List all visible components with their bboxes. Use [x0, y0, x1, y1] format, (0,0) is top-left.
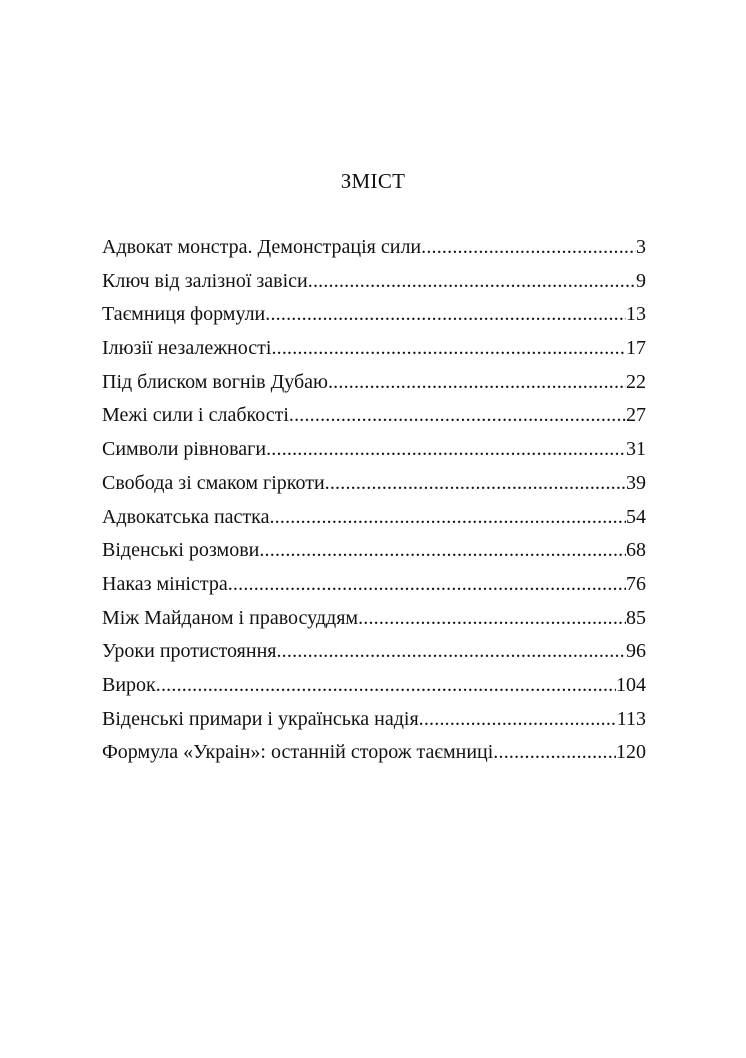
- toc-page-number: 85: [626, 606, 646, 629]
- toc-entry-title: Адвокатська пастка: [102, 505, 270, 528]
- toc-leader-dots: [358, 605, 626, 631]
- toc-leader-dots: [228, 571, 626, 597]
- toc-entry: [102, 301, 646, 335]
- table-of-contents: [102, 234, 646, 773]
- page-title: ЗМІСТ: [340, 169, 406, 193]
- toc-entry-title: Символи рівноваги: [102, 438, 267, 461]
- toc-entry-title: Віденські розмови: [102, 539, 260, 562]
- toc-leader-dots: [308, 268, 636, 294]
- toc-entry-title: Ключ від залізної завіси: [102, 269, 308, 292]
- toc-entry: [102, 470, 646, 504]
- toc-leader-dots: [259, 537, 626, 563]
- toc-page-number: 17: [626, 337, 646, 360]
- toc-entry: [102, 571, 646, 605]
- toc-entry: [102, 234, 646, 268]
- toc-entry: [102, 638, 646, 672]
- toc-leader-dots: [325, 470, 626, 496]
- toc-entry: [102, 739, 646, 773]
- toc-leader-dots: [266, 436, 626, 462]
- toc-page-number: 113: [616, 707, 646, 730]
- toc-leader-dots: [289, 402, 626, 428]
- toc-entry-title: Під блиском вогнів Дубаю: [102, 370, 328, 393]
- toc-page-number: 13: [626, 303, 646, 326]
- toc-entry-title: Таємниця формули: [102, 303, 266, 326]
- toc-entry: [102, 335, 646, 369]
- toc-page-number: 120: [616, 741, 646, 764]
- toc-entry-title: Формула «Украін»: останній сторож таємниці: [102, 741, 494, 764]
- toc-entry: [102, 436, 646, 470]
- toc-entry: [102, 605, 646, 639]
- toc-page-number: 96: [626, 640, 646, 663]
- toc-entry-title: Між Майданом і правосуддям: [102, 606, 359, 629]
- toc-entry-title: Вирок: [102, 673, 156, 696]
- toc-entry: [102, 706, 646, 740]
- toc-entry: [102, 537, 646, 571]
- toc-page-number: 31: [626, 438, 646, 461]
- toc-entry-title: Межі сили і слабкості: [102, 404, 289, 427]
- toc-leader-dots: [269, 504, 626, 530]
- toc-leader-dots: [421, 234, 636, 260]
- toc-page-number: 39: [626, 471, 646, 494]
- toc-page-number: 22: [626, 370, 646, 393]
- toc-page-number: 9: [636, 269, 646, 292]
- toc-entry: [102, 369, 646, 403]
- toc-page-number: 54: [626, 505, 646, 528]
- toc-entry-title: Уроки протистояння: [102, 640, 277, 663]
- toc-entry: [102, 402, 646, 436]
- toc-leader-dots: [276, 638, 626, 664]
- toc-page-number: 76: [626, 572, 646, 595]
- toc-entry: [102, 268, 646, 302]
- toc-entry-title: Наказ міністра: [102, 572, 228, 595]
- toc-entry: [102, 504, 646, 538]
- toc-entry-title: Адвокат монстра. Демонстрація сили: [102, 236, 422, 258]
- toc-leader-dots: [419, 706, 617, 732]
- toc-page-number: 27: [626, 404, 646, 427]
- toc-leader-dots: [271, 335, 626, 361]
- toc-entry-title: Свобода зі смаком гіркоти: [102, 471, 325, 494]
- toc-leader-dots: [493, 739, 616, 765]
- toc-page-number: 68: [626, 539, 646, 562]
- toc-leader-dots: [265, 301, 626, 327]
- toc-entry-title: Віденські примари і українська надія: [102, 707, 419, 730]
- toc-entry: [102, 672, 646, 706]
- toc-leader-dots: [328, 369, 626, 395]
- toc-entry-title: Ілюзії незалежності: [102, 337, 272, 360]
- toc-page-number: 104: [616, 673, 646, 696]
- toc-leader-dots: [156, 672, 616, 698]
- toc-page-number: 3: [636, 236, 646, 258]
